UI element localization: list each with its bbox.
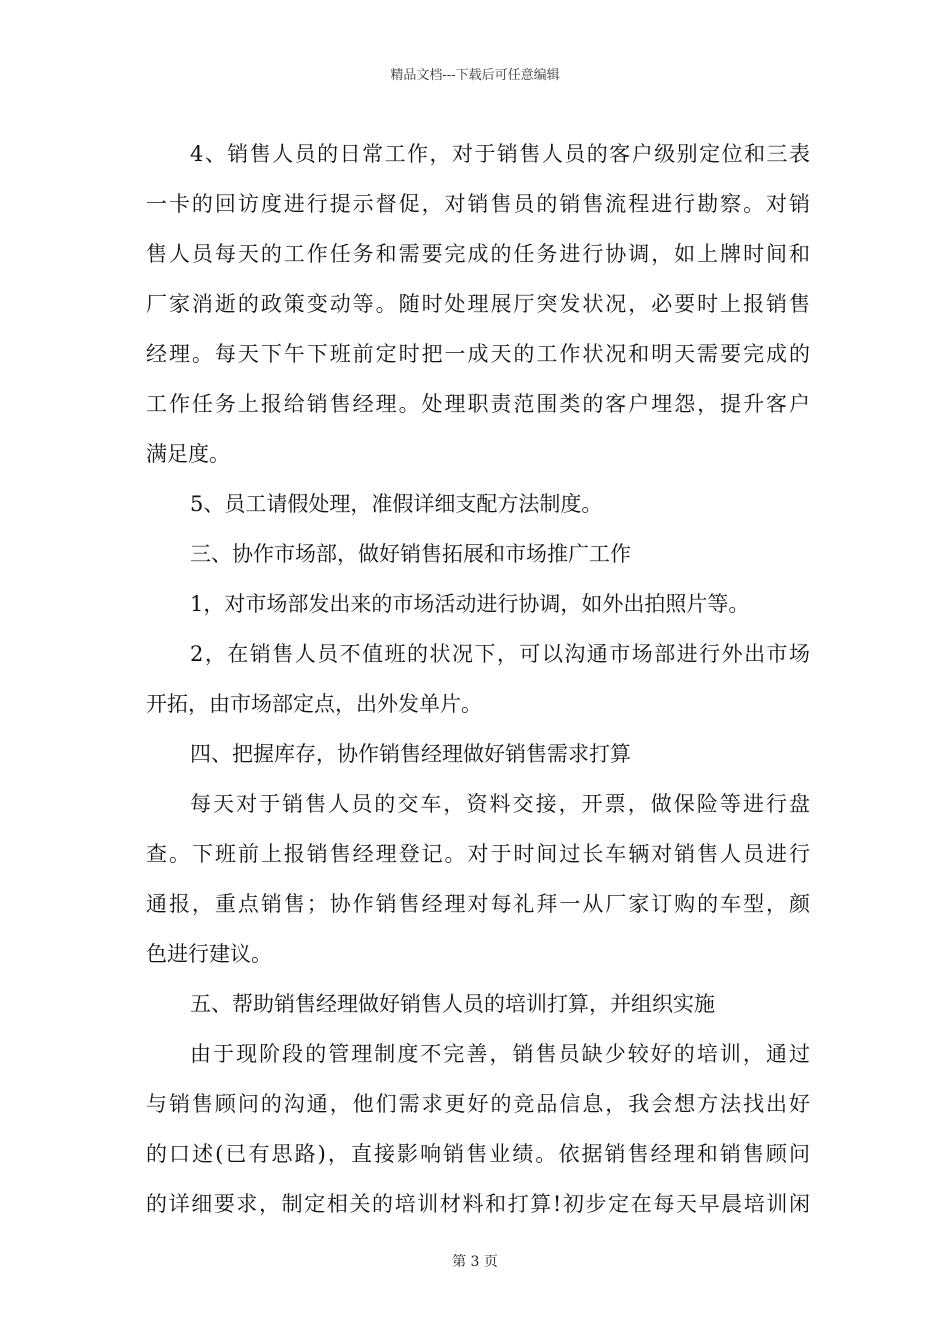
paragraph-line: 4、销售人员的日常工作，对于销售人员的客户级别定位和三表 — [190, 142, 810, 166]
paragraph-line: 的口述(已有思路)，直接影响销售业绩。依据销售经理和销售顾问 — [146, 1142, 810, 1166]
section-heading: 五、帮助销售经理做好销售人员的培训打算，并组织实施 — [190, 992, 715, 1016]
paragraph-line: 与销售顾问的沟通，他们需求更好的竞品信息，我会想方法找出好 — [146, 1092, 810, 1116]
paragraph-line: 售人员每天的工作任务和需要完成的任务进行协调，如上牌时间和 — [146, 242, 810, 266]
paragraph-line: 开拓，由市场部定点，出外发单片。 — [146, 692, 482, 716]
paragraph-line: 的详细要求，制定相关的培训材料和打算!初步定在每天早晨培训闲 — [146, 1192, 810, 1216]
document-body — [146, 129, 810, 1229]
paragraph-line: 满足度。 — [146, 442, 230, 466]
paragraph-line: 一卡的回访度进行提示督促，对销售员的销售流程进行勘察。对销 — [146, 192, 810, 216]
paragraph-line: 由于现阶段的管理制度不完善，销售员缺少较好的培训，通过 — [190, 1042, 810, 1066]
page-header: 精品文档---下载后可任意编辑 — [390, 68, 560, 83]
paragraph-line: 5、员工请假处理，准假详细支配方法制度。 — [190, 492, 603, 516]
paragraph-line: 经理。每天下午下班前定时把一成天的工作状况和明天需要完成的 — [146, 342, 810, 366]
section-heading: 四、把握库存，协作销售经理做好销售需求打算 — [190, 742, 631, 766]
paragraph-line: 厂家消逝的政策变动等。随时处理展厅突发状况，必要时上报销售 — [146, 292, 810, 316]
paragraph-line: 色进行建议。 — [146, 942, 272, 966]
paragraph-line: 2，在销售人员不值班的状况下，可以沟通市场部进行外出市场 — [190, 642, 810, 666]
paragraph-line: 每天对于销售人员的交车，资料交接，开票，做保险等进行盘 — [190, 792, 810, 816]
paragraph-line: 工作任务上报给销售经理。处理职责范围类的客户埋怨，提升客户 — [146, 392, 810, 416]
paragraph-line: 通报，重点销售；协作销售经理对每礼拜一从厂家订购的车型，颜 — [146, 892, 810, 916]
paragraph-line: 查。下班前上报销售经理登记。对于时间过长车辆对销售人员进行 — [146, 842, 810, 866]
paragraph-line: 1，对市场部发出来的市场活动进行协调，如外出拍照片等。 — [190, 592, 750, 616]
page-number: 第 3 页 — [452, 1254, 498, 1270]
section-heading: 三、协作市场部，做好销售拓展和市场推广工作 — [190, 542, 631, 566]
